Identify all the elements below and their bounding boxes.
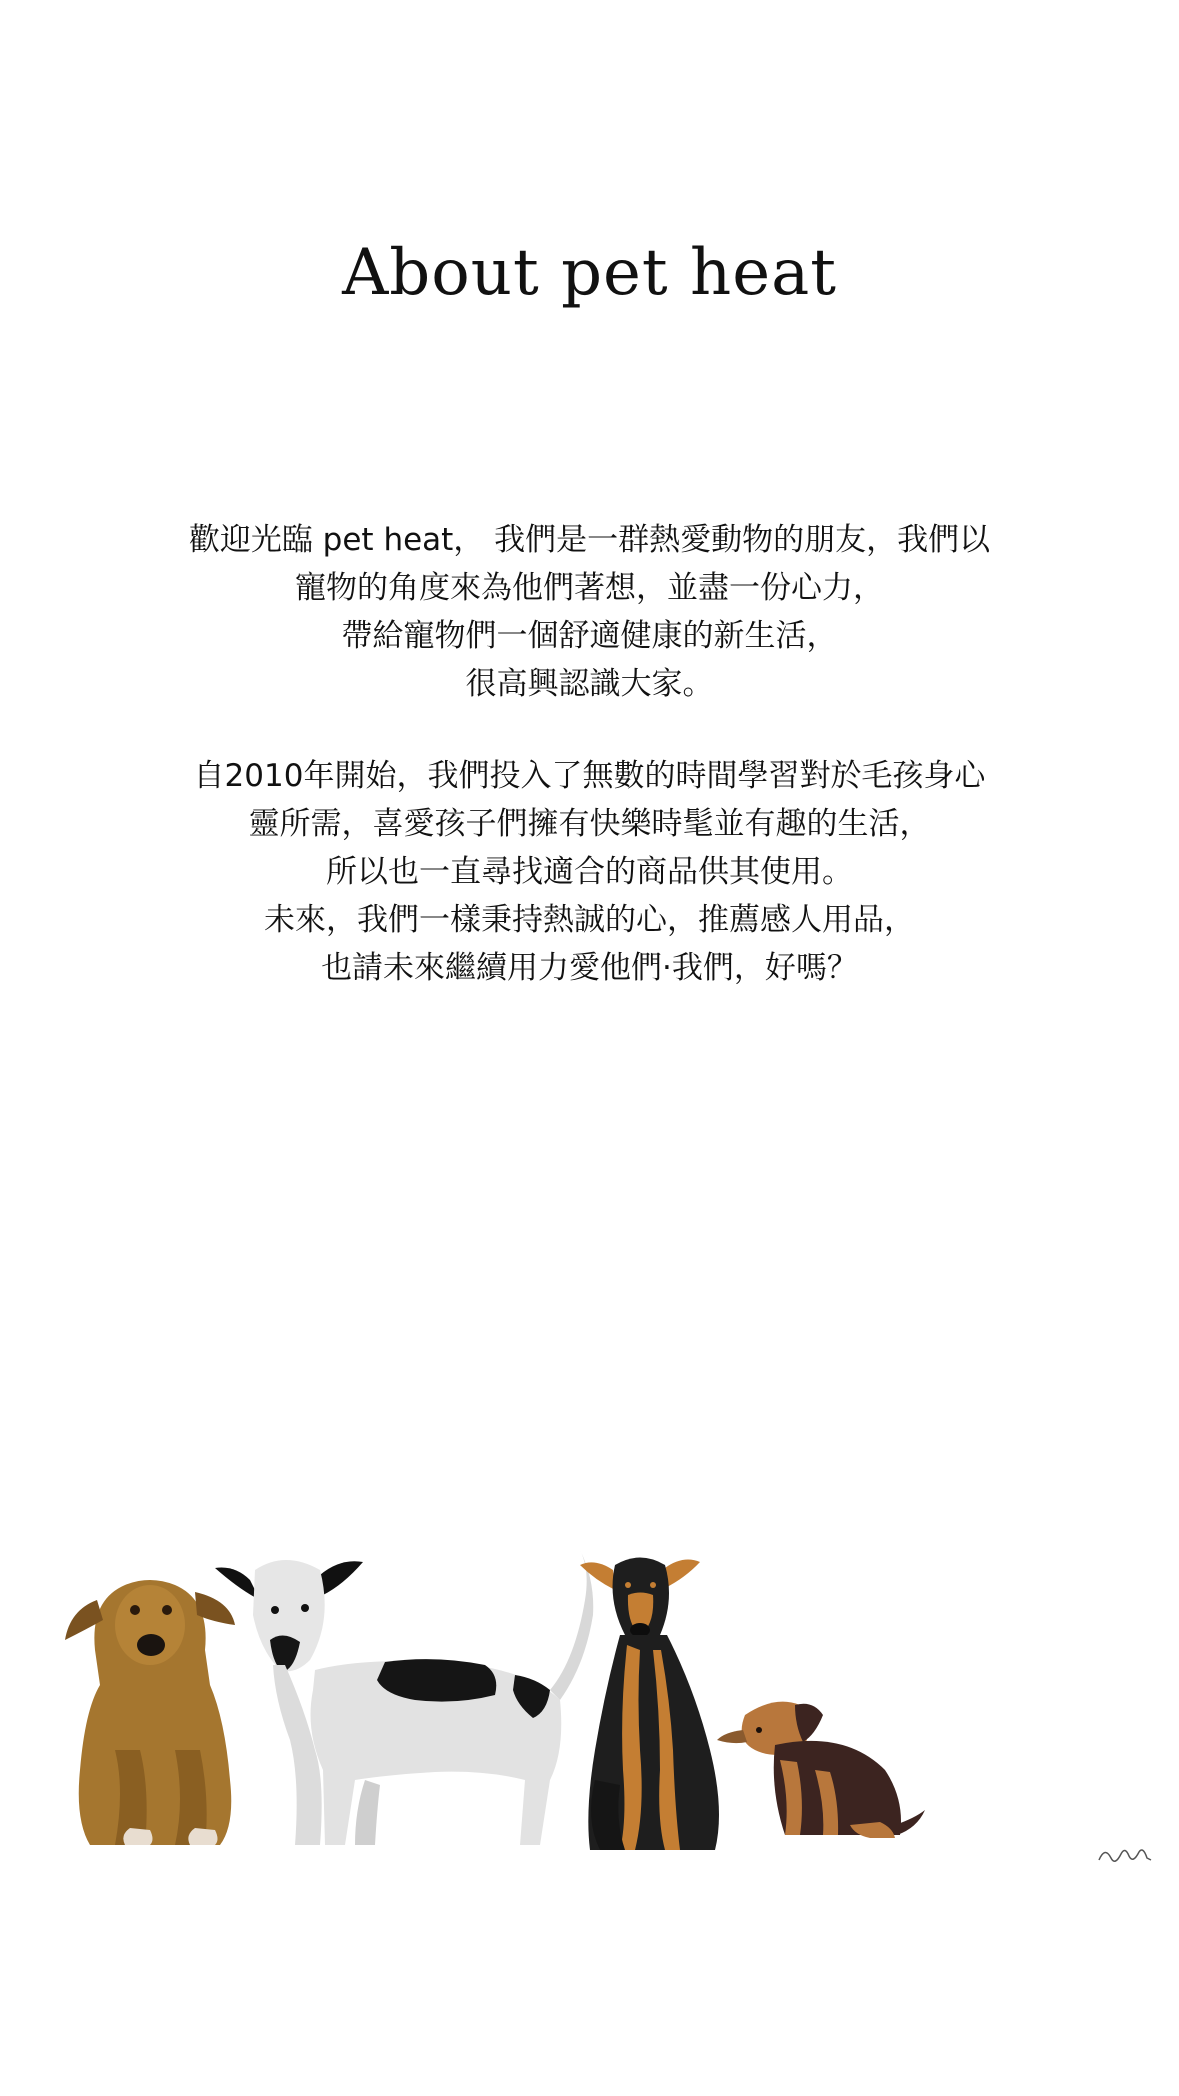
story-line: 所以也一直尋找適合的商品供其使用。	[326, 854, 853, 890]
small-brown-dog-icon	[717, 1702, 925, 1838]
intro-paragraph	[0, 516, 1179, 708]
story-line: 也請未來繼續用力愛他們·我們，好嗎？	[321, 950, 858, 986]
story-line: 靈所需，喜愛孩子們擁有快樂時髦並有趣的生活，	[248, 806, 931, 842]
page-title: About pet heat	[342, 236, 837, 310]
intro-line: 寵物的角度來為他們著想，並盡一份心力，	[295, 570, 884, 606]
intro-line: 很高興認識大家。	[465, 666, 714, 702]
intro-line: 歡迎光臨 pet heat， 我們是一群熱愛動物的朋友，我們以	[188, 522, 991, 558]
brown-dog-icon	[65, 1580, 235, 1845]
dogs-illustration	[55, 1450, 1155, 1870]
black-tan-dog-icon	[580, 1558, 719, 1851]
intro-line: 帶給寵物們一個舒適健康的新生活，	[341, 618, 838, 654]
story-line: 未來，我們一樣秉持熱誠的心，推薦感人用品，	[264, 902, 915, 938]
story-paragraph	[0, 752, 1179, 992]
story-line: 自2010年開始，我們投入了無數的時間學習對於毛孩身心	[193, 758, 986, 794]
artist-signature-icon	[1095, 1838, 1155, 1870]
white-black-dog-icon	[215, 1550, 593, 1845]
